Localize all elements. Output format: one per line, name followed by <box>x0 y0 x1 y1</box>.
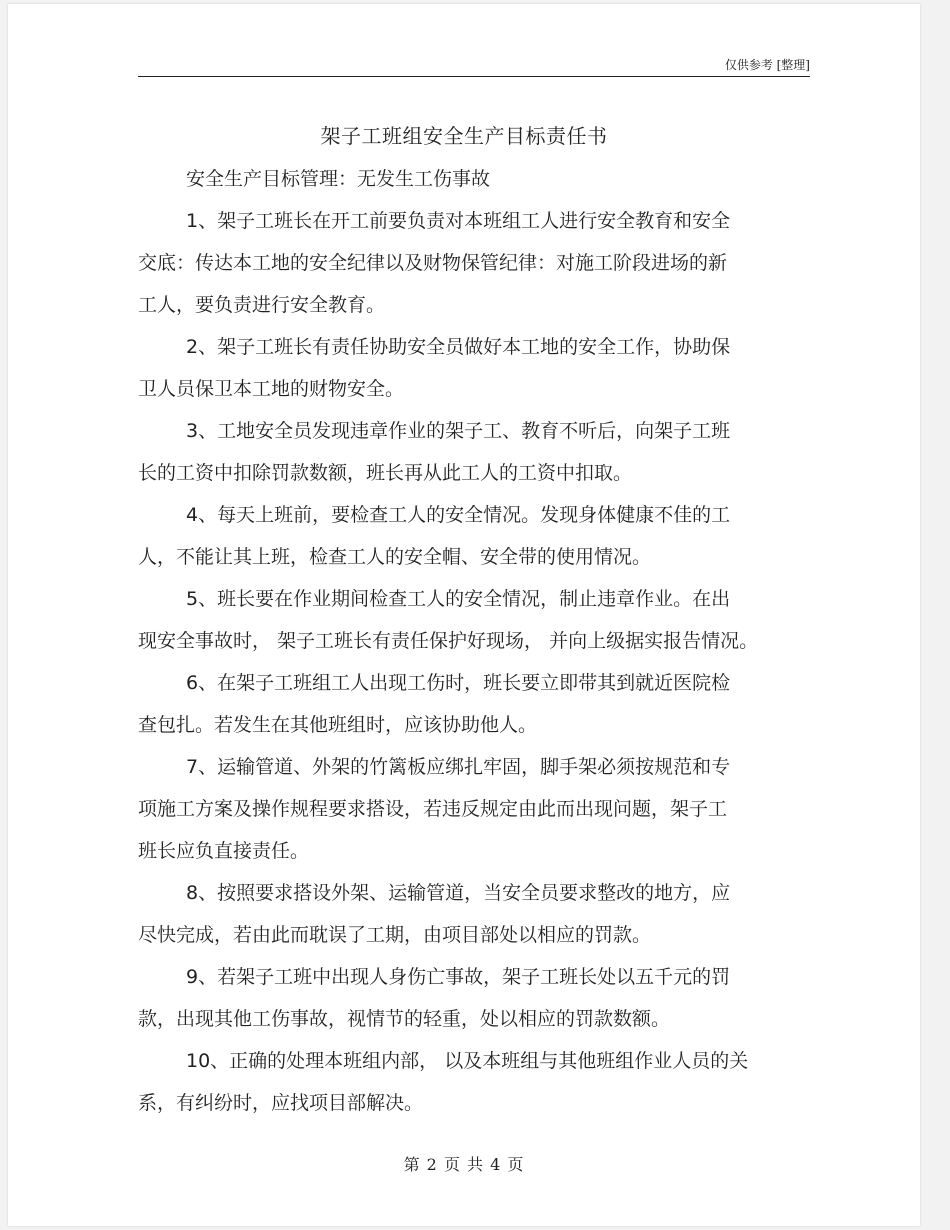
text-line: 卫人员保卫本工地的财物安全。 <box>138 378 405 400</box>
text-line: 班长应负直接责任。 <box>138 840 310 862</box>
text-line: 人，不能让其上班，检查工人的安全帽、安全带的使用情况。 <box>138 546 652 568</box>
document-page <box>8 4 920 1226</box>
text-line: 交底：传达本工地的安全纪律以及财物保管纪律：对施工阶段进场的新 <box>138 252 728 274</box>
text-line: 4、每天上班前，要检查工人的安全情况。发现身体健康不佳的工 <box>186 504 731 526</box>
paragraph-item-2 <box>138 326 810 410</box>
text-line: 6、在架子工班组工人出现工伤时，班长要立即带其到就近医院检 <box>186 672 731 694</box>
paragraph-item-4 <box>138 494 810 578</box>
text-line: 查包扎。若发生在其他班组时，应该协助他人。 <box>138 714 538 736</box>
paragraph-item-5 <box>138 578 810 662</box>
text-line: 2、架子工班长有责任协助安全员做好本工地的安全工作，协助保 <box>186 336 731 358</box>
document-title: 架子工班组安全生产目标责任书 <box>320 124 608 148</box>
text-line: 款，出现其他工伤事故，视情节的轻重，处以相应的罚款数额。 <box>138 1008 671 1030</box>
paragraph-goal <box>138 158 810 200</box>
paragraph-item-6 <box>138 662 810 746</box>
header-note: 仅供参考 [整理] <box>724 58 810 72</box>
text-line: 工人，要负责进行安全教育。 <box>138 294 386 316</box>
text-line: 长的工资中扣除罚款数额，班长再从此工人的工资中扣取。 <box>138 462 633 484</box>
text-line: 9、若架子工班中出现人身伤亡事故，架子工班长处以五千元的罚 <box>186 966 731 988</box>
paragraph-item-8 <box>138 872 810 956</box>
paragraph-item-3 <box>138 410 810 494</box>
text-line: 3、工地安全员发现违章作业的架子工、教育不听后，向架子工班 <box>186 420 731 442</box>
document-body <box>138 158 810 1124</box>
text-line: 现安全事故时， 架子工班长有责任保护好现场， 并向上级据实报告情况。 <box>138 630 759 652</box>
text-line: 10、正确的处理本班组内部， 以及本班组与其他班组作业人员的关 <box>186 1050 749 1072</box>
paragraph-item-10 <box>138 1040 810 1124</box>
text-line: 7、运输管道、外架的竹篱板应绑扎牢固，脚手架必须按规范和专 <box>186 756 731 778</box>
text-line: 8、按照要求搭设外架、运输管道，当安全员要求整改的地方，应 <box>186 882 731 904</box>
page-number: 第 2 页 共 4 页 <box>403 1155 525 1174</box>
text-line: 项施工方案及操作规程要求搭设，若违反规定由此而出现问题，架子工 <box>138 798 728 820</box>
text-line: 系，有纠纷时，应找项目部解决。 <box>138 1092 424 1114</box>
text-line: 安全生产目标管理：无发生工伤事故 <box>186 168 491 190</box>
paragraph-item-7 <box>138 746 810 872</box>
paragraph-item-1 <box>138 200 810 326</box>
paragraph-item-9 <box>138 956 810 1040</box>
text-line: 1、架子工班长在开工前要负责对本班组工人进行安全教育和安全 <box>186 210 731 232</box>
text-line: 尽快完成，若由此而耽误了工期，由项目部处以相应的罚款。 <box>138 924 652 946</box>
text-line: 5、班长要在作业期间检查工人的安全情况，制止违章作业。在出 <box>186 588 731 610</box>
header-divider <box>138 76 810 77</box>
